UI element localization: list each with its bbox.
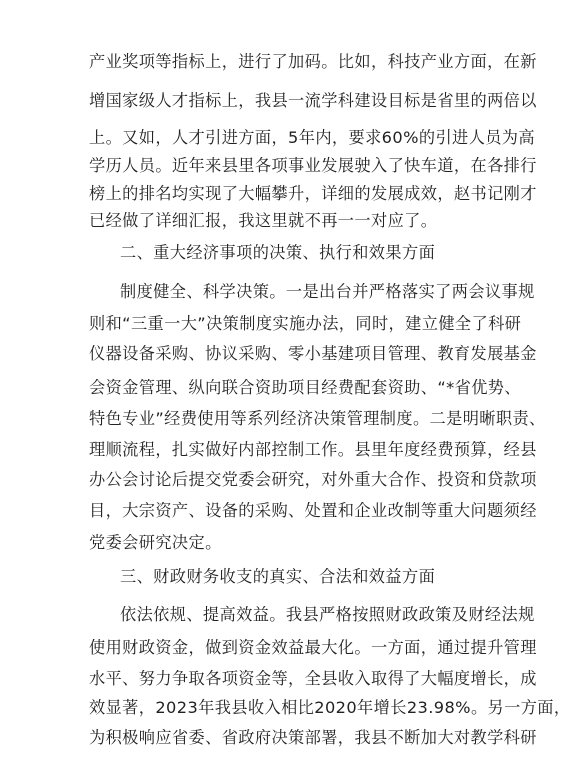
body-text-line: 榜上的排名均实现了大幅攀升，详细的发展成效，赵书记刚才 <box>89 184 537 203</box>
body-text-line: 为积极响应省委、省政府决策部署，我县不断加大对教学科研 <box>89 728 537 747</box>
body-text-line: 仪器设备采购、协议采购、零小基建项目管理、教育发展基金 <box>89 344 537 363</box>
body-text-line: 党委会研究决定。 <box>89 533 222 552</box>
body-text-line: 水平、努力争取各项资金等，全县收入取得了大幅度增长，成 <box>89 669 537 688</box>
body-text-line: 增国家级人才指标上，我县一流学科建设目标是省里的两倍以 <box>89 91 537 110</box>
body-text-line: 依法依规、提高效益。我县严格按照财政政策及财经法规 <box>120 605 535 624</box>
body-text-line: 会资金管理、纵向联合资助项目经费配套资助、“*省优势、 <box>89 378 521 397</box>
body-text-line: 制度健全、科学决策。一是出台并严格落实了两会议事规 <box>120 282 535 301</box>
body-text-line: 已经做了详细汇报，我这里就不再一一对应了。 <box>89 211 438 230</box>
body-text-line: 办公会讨论后提交党委会研究，对外重大合作、投资和贷款项 <box>89 470 537 489</box>
section-heading-2: 二、重大经济事项的决策、执行和效果方面 <box>120 243 436 262</box>
body-text-line: 目，大宗资产、设备的采购、处置和企业改制等重大问题须经 <box>89 501 537 520</box>
body-text-line: 上。又如，人才引进方面，5年内，要求60%的引进人员为高 <box>89 128 535 147</box>
body-text-line: 理顺流程，扎实做好内部控制工作。县里年度经费预算，经县 <box>89 440 537 459</box>
body-text-line: 学历人员。近年来县里各项事业发展驶入了快车道，在各排行 <box>89 156 537 175</box>
body-text-line: 则和“三重一大”决策制度实施办法，同时，建立健全了科研 <box>89 314 522 333</box>
body-text-line: 使用财政资金，做到资金效益最大化。一方面，通过提升管理 <box>89 638 537 657</box>
body-text-line: 特色专业”经费使用等系列经济决策管理制度。二是明晰职责、 <box>89 409 546 428</box>
body-text-line: 效显著，2023年我县收入相比2020年增长23.98%。另一方面， <box>89 698 571 717</box>
body-text-line: 产业奖项等指标上，进行了加码。比如，科技产业方面，在新 <box>89 52 537 71</box>
section-heading-3: 三、财政财务收支的真实、合法和效益方面 <box>120 567 436 586</box>
